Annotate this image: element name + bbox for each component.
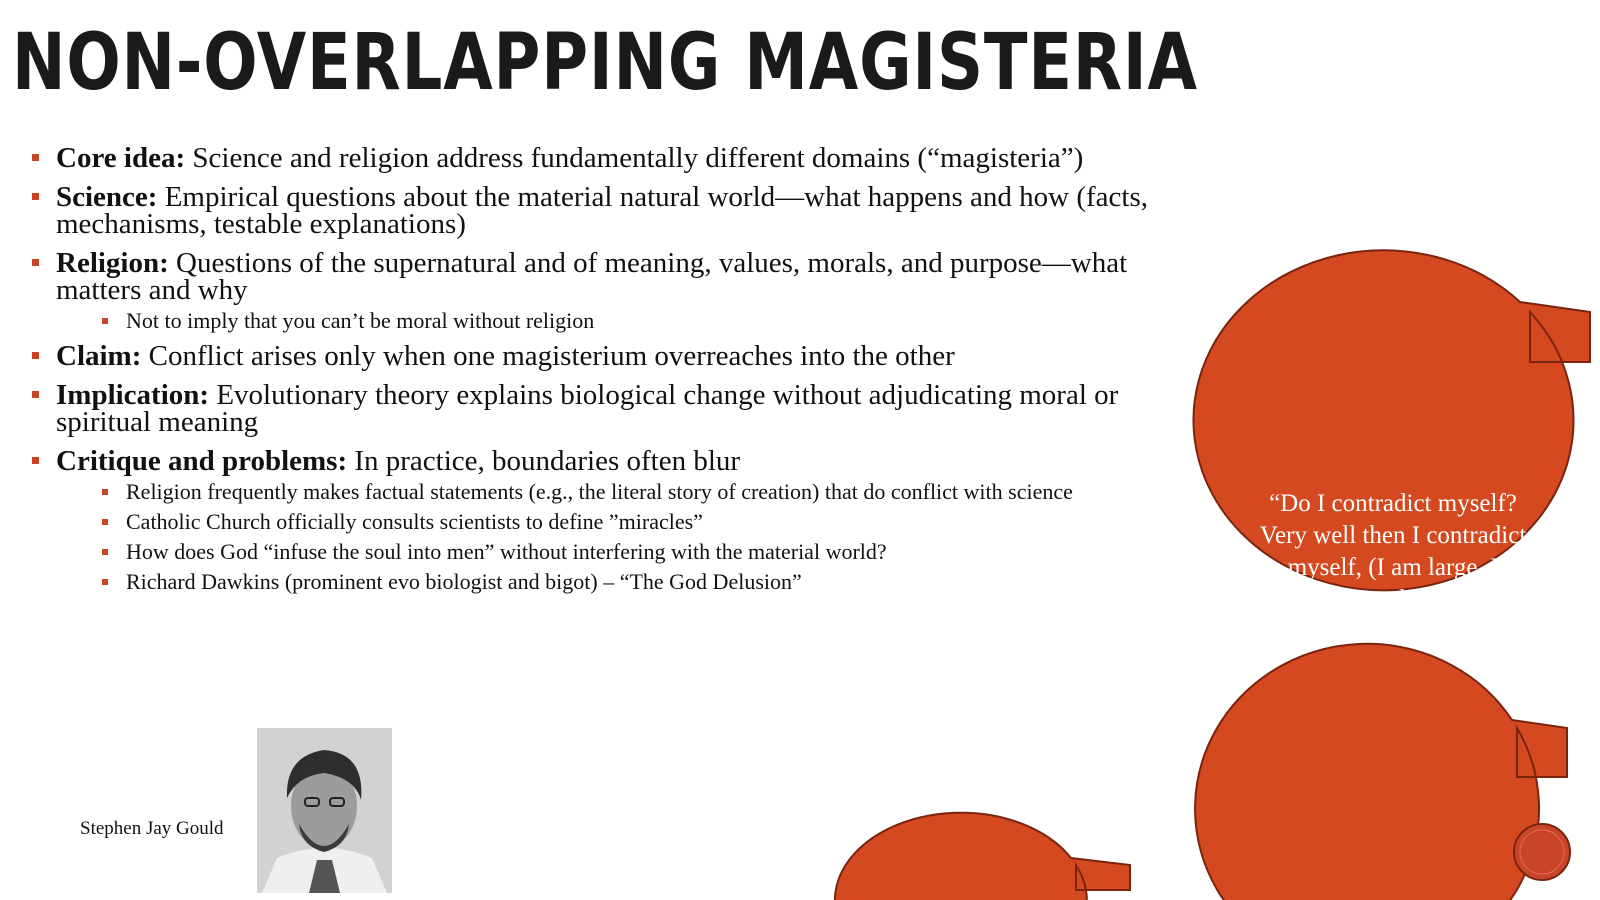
sub-bullet	[100, 511, 1218, 532]
bullet-heading: Critique and problems:	[56, 445, 348, 477]
circle-button-icon[interactable]	[1510, 820, 1574, 884]
sub-bullet-square-icon	[102, 549, 108, 555]
bullet-square-icon	[32, 457, 39, 464]
slide-title: NON-OVERLAPPING MAGISTERIA	[12, 18, 1198, 108]
bullet-core-idea	[28, 142, 1218, 174]
sub-bullet	[100, 310, 1218, 331]
bubble-shape	[835, 813, 1130, 900]
bullet-text: Empirical questions about the material natural world—what happens and how (facts, mechanisms, testable explanations)	[56, 181, 1149, 240]
quote-whitman	[1258, 488, 1528, 638]
bullet-science	[28, 181, 1218, 240]
bullet-text: Science and religion address fundamentally different domains (“magisteria”)	[185, 142, 1084, 174]
photo-caption: Stephen Jay Gould	[80, 818, 224, 839]
quote-text: “Truth cannot contradict truth”	[912, 717, 1098, 784]
sub-bullet	[100, 481, 1218, 502]
bullet-heading: Science:	[56, 181, 158, 213]
portrait-image	[257, 728, 392, 893]
sub-bullet-square-icon	[102, 318, 108, 324]
bullet-text: In practice, boundaries often blur	[347, 445, 741, 477]
bullet-text: Questions of the supernatural and of meaning, values, morals, and purpose—what matters and why	[56, 247, 1128, 306]
sub-bullet-square-icon	[102, 489, 108, 495]
quote-author: Pope John Paul II	[944, 788, 1066, 807]
bullet-heading: Core idea:	[56, 142, 186, 174]
bullet-square-icon	[32, 154, 39, 161]
sub-bullet-text: How does God “infuse the soul into men” without interfering with the material world?	[126, 539, 887, 564]
sub-bullet-square-icon	[102, 519, 108, 525]
sub-bullet-text: Not to imply that you can’t be moral without religion	[126, 308, 595, 333]
sub-bullet-list	[56, 481, 1218, 592]
quote-author: Walt Whitman	[1340, 617, 1446, 637]
sub-bullet-square-icon	[102, 579, 108, 585]
bullet-critique	[28, 445, 1218, 594]
bullet-text: Conflict arises only when one magisterium overreaches into the other	[141, 340, 955, 372]
bullet-claim	[28, 340, 1218, 372]
bullet-square-icon	[32, 193, 39, 200]
bullet-heading: Religion:	[56, 247, 169, 279]
quote-fitzgerald	[1250, 62, 1550, 226]
portrait-photo	[257, 728, 392, 893]
bullet-religion	[28, 247, 1218, 333]
sub-bullet-text: Religion frequently makes factual statements (e.g., the literal story of creation) that do conflict with science	[126, 479, 1073, 504]
bullet-square-icon	[32, 352, 39, 359]
quote-pope	[905, 715, 1105, 809]
quote-text: “The test of a first-rate intelligence is the ability to hold two opposed ideas in the mind at the same time, and still retain the ability to function.”	[1251, 63, 1549, 200]
sub-bullet-text: Richard Dawkins (prominent evo biologist and bigot) – “The God Delusion”	[126, 569, 802, 594]
sub-bullet-list	[56, 310, 1218, 331]
bullet-heading: Claim:	[56, 340, 142, 372]
sub-bullet	[100, 541, 1218, 562]
quote-author: F. Scott Fitzgerald	[1330, 203, 1470, 224]
bullet-square-icon	[32, 391, 39, 398]
sub-bullet	[100, 571, 1218, 592]
bullet-list	[28, 142, 1218, 604]
bullet-square-icon	[32, 259, 39, 266]
bullet-heading: Implication:	[56, 379, 210, 411]
bullet-text: Evolutionary theory explains biological change without adjudicating moral or spiritual meaning	[56, 379, 1119, 438]
sub-bullet-text: Catholic Church officially consults scientists to define ”miracles”	[126, 509, 703, 534]
bullet-implication	[28, 379, 1218, 438]
quote-text: “Do I contradict myself? Very well then I contradict myself, (I am large, I contain multitudes.)”	[1259, 490, 1527, 613]
